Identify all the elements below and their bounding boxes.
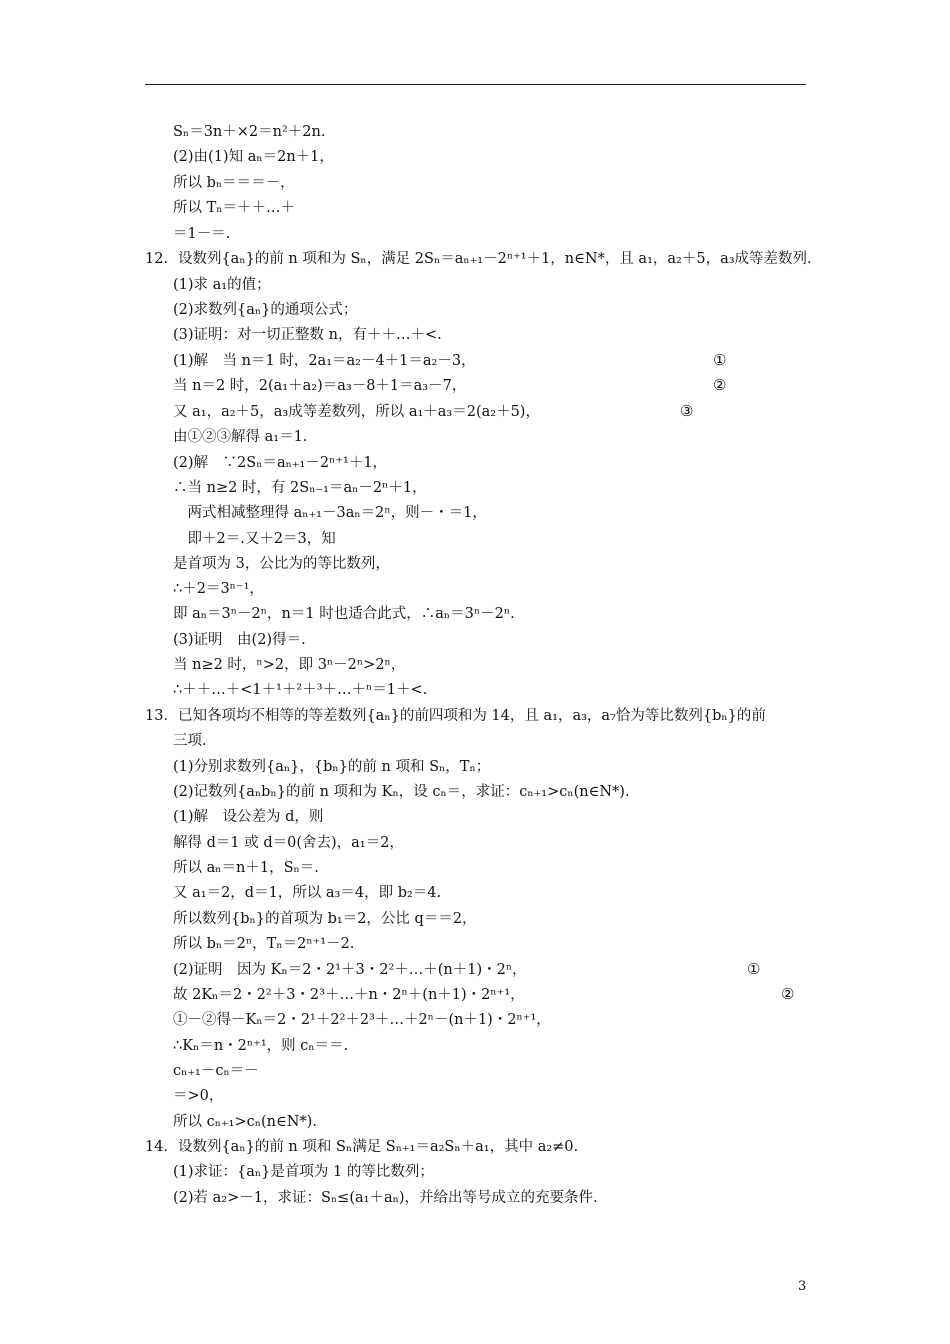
problem-14-statement: 14．设数列{aₙ}的前 n 项和 Sₙ满足 Sₙ₊₁＝a₂Sₙ＋a₁，其中 a₂≠0. — [145, 1139, 579, 1155]
problem-13-statement: 13．已知各项均不相等的等差数列{aₙ}的前四项和为 14，且 a₁，a₃，a₇恰为等比数列{bₙ}的前 — [145, 708, 766, 724]
text-line: 所以 cₙ₊₁>cₙ(n∈N*). — [173, 1114, 317, 1130]
text-line: cₙ₊₁－cₙ＝－ — [173, 1063, 259, 1079]
text-line: 所以 bₙ＝2ⁿ，Tₙ＝2ⁿ⁺¹－2. — [173, 936, 355, 952]
text-line: 即＋2＝.又＋2＝3，知 — [173, 531, 336, 547]
text-line: 两式相减整理得 aₙ₊₁－3aₙ＝2ⁿ，则－・＝1， — [173, 505, 487, 521]
text-line: ＝>0， — [173, 1088, 224, 1104]
text-line: (1)分别求数列{aₙ}，{bₙ}的前 n 项和 Sₙ，Tₙ； — [173, 759, 491, 775]
text-line: ∴＋2＝3ⁿ⁻¹， — [173, 581, 264, 597]
text-line: 是首项为 3，公比为的等比数列， — [173, 556, 390, 572]
text-line: 所以 aₙ＝n＋1，Sₙ＝. — [173, 860, 319, 876]
text-line: 解得 d＝1 或 d＝0(舍去)，a₁＝2， — [173, 835, 404, 851]
equation-marker: ② — [713, 376, 727, 394]
text-line: 即 aₙ＝3ⁿ－2ⁿ，n＝1 时也适合此式，∴aₙ＝3ⁿ－2ⁿ. — [173, 606, 515, 622]
text-line: ＝1－＝. — [173, 226, 231, 242]
text-line: (2)求数列{aₙ}的通项公式； — [173, 302, 358, 318]
text-line: 由①②③解得 a₁＝1. — [173, 429, 308, 445]
text-line: 故 2Kₙ＝2・2²＋3・2³＋…＋n・2ⁿ＋(n＋1)・2ⁿ⁺¹， — [173, 987, 525, 1003]
equation-marker: ① — [713, 351, 727, 369]
text-line: 又 a₁，a₂＋5，a₃成等差数列，所以 a₁＋a₃＝2(a₂＋5)， — [173, 404, 540, 420]
page-number: 3 — [798, 1279, 807, 1294]
text-line: 当 n≥2 时，ⁿ>2，即 3ⁿ－2ⁿ>2ⁿ， — [173, 657, 406, 673]
text-line: ①－②得－Kₙ＝2・2¹＋2²＋2³＋…＋2ⁿ－(n＋1)・2ⁿ⁺¹， — [173, 1012, 551, 1028]
text-line: (1)求 a₁的值； — [173, 277, 271, 293]
text-line: ∴当 n≥2 时，有 2Sₙ₋₁＝aₙ－2ⁿ＋1， — [173, 480, 427, 496]
text-line: (1)解 当 n＝1 时，2a₁＝a₂－4＋1＝a₂－3， — [173, 353, 476, 369]
text-line: 所以 bₙ＝＝＝－， — [173, 175, 295, 191]
text-line: (3)证明 由(2)得＝. — [173, 632, 306, 648]
text-line: Sₙ＝3n＋×2＝n²＋2n. — [173, 124, 326, 140]
header-rule — [145, 84, 806, 85]
text-line: (1)解 设公差为 d，则 — [173, 809, 324, 825]
text-line: 所以数列{bₙ}的首项为 b₁＝2，公比 q＝＝2， — [173, 911, 477, 927]
text-line: (3)证明：对一切正整数 n，有＋＋…＋<. — [173, 327, 442, 343]
text-line: (2)由(1)知 aₙ＝2n＋1， — [173, 149, 334, 165]
text-line: (1)求证：{aₙ}是首项为 1 的等比数列； — [173, 1164, 434, 1180]
text-line: ∴Kₙ＝n・2ⁿ⁺¹，则 cₙ＝＝. — [173, 1038, 349, 1054]
text-line: 又 a₁＝2，d＝1，所以 a₃＝4，即 b₂＝4. — [173, 885, 442, 901]
equation-marker: ③ — [680, 402, 694, 420]
text-line: 所以 Tₙ＝＋＋…＋ — [173, 200, 296, 216]
equation-marker: ① — [747, 960, 761, 978]
text-line: (2)解 ∵2Sₙ＝aₙ₊₁－2ⁿ⁺¹＋1， — [173, 455, 388, 471]
text-line: 三项. — [173, 733, 207, 749]
equation-marker: ② — [781, 985, 795, 1003]
text-line: 当 n＝2 时，2(a₁＋a₂)＝a₃－8＋1＝a₃－7， — [173, 378, 467, 394]
text-line: (2)记数列{aₙbₙ}的前 n 项和为 Kₙ，设 cₙ＝，求证：cₙ₊₁>cₙ(n∈N*). — [173, 784, 630, 800]
text-line: (2)证明 因为 Kₙ＝2・2¹＋3・2²＋…＋(n＋1)・2ⁿ， — [173, 962, 527, 978]
text-line: ∴＋＋…＋<1＋¹＋²＋³＋…＋ⁿ＝1＋<. — [173, 682, 428, 698]
text-line: (2)若 a₂>－1，求证：Sₙ≤(a₁＋aₙ)，并给出等号成立的充要条件. — [173, 1190, 598, 1206]
problem-12-statement: 12．设数列{aₙ}的前 n 项和为 Sₙ，满足 2Sₙ＝aₙ₊₁－2ⁿ⁺¹＋1，n∈N*，且 a₁，a₂＋5，a₃成等差数列. — [145, 251, 812, 267]
